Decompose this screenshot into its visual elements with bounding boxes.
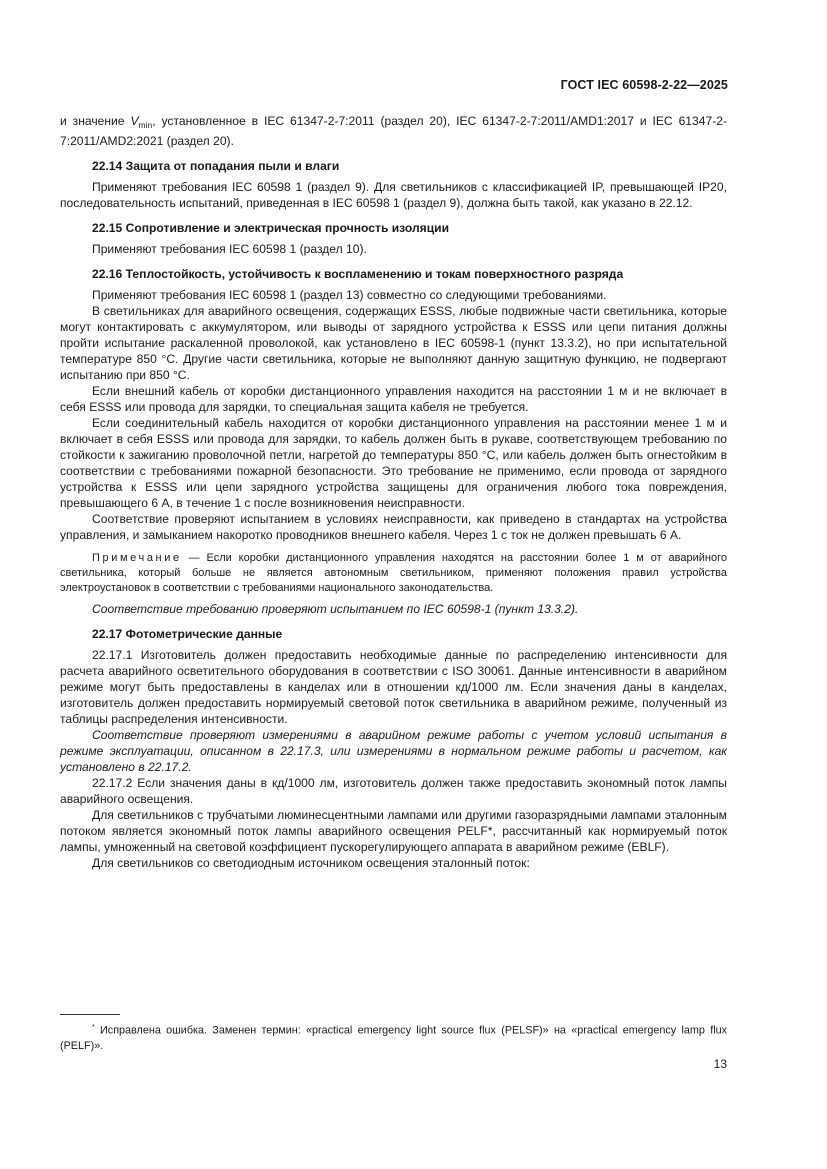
footnote-divider (60, 1014, 120, 1015)
section-22-14-heading: 22.14 Защита от попадания пыли и влаги (92, 159, 340, 173)
document-header: ГОСТ IEC 60598-2-22—2025 (560, 78, 728, 92)
section-22-16-paragraph-5: Соответствие проверяют испытанием в условиях неисправности, как приведено в стандартах на устройства управления, и замыканием накоротко проводников внешнего кабеля. Через 1 с ток не должен превышать 6 А. (60, 512, 727, 542)
section-22-17-paragraph-1: 22.17.1 Изготовитель должен предоставить необходимые данные по распределению интенсивности для расчета аварийного осветительного оборудования в соответствии с ISO 30061. Данные интенсивности в аварийном режиме могут быть предоставлены в канделах или в отношении кд/1000 лм. Если значения даны в канделах, изготовитель должен предоставить нормируемый световой поток светильника в аварийном режиме, полученный из таблицы распределения интенсивности. (60, 648, 727, 726)
footnote-mark: * (92, 1024, 95, 1031)
section-22-16-note (60, 551, 727, 596)
section-22-14-paragraph: Применяют требования IEC 60598 1 (раздел 9). Для светильников с классификацией IP, превышающей IP20, последовательность испытаний, приведенная в IEC 60598 1 (раздел 9), должна быть такой, как указано в 22.12. (60, 180, 727, 210)
section-22-16-compliance: Соответствие требованию проверяют испытанием по IEC 60598-1 (пункт 13.3.2). (92, 602, 579, 616)
section-22-16-paragraph-4: Если соединительный кабель находится от коробки дистанционного управления на расстоянии менее 1 м и включает в себя ESSS или провода для зарядки, то кабель должен быть в рукаве, соответствующем требованию по стойкости к зажиганию проволочной петли, нагретой до температуры 850 °С, или кабель должен быть огнестойким в соответствии с требованиями пожарной безопасности. Это требование не применимо, если провода от зарядного устройства к ESSS или цепи зарядного устройства защищены для ограничения любого тока повреждения, превышающего 6 А, в течение 1 с после возникновения неисправности. (60, 416, 727, 510)
section-22-16-heading: 22.16 Теплостойкость, устойчивость к воспламенению и токам поверхностного разряда (92, 267, 624, 281)
v-min-variable: V (130, 114, 139, 128)
footnote-text: Исправлена ошибка. Заменен термин: «practical emergency light source flux (PELSF)» на «practical emergency lamp flux (PELF)». (60, 1024, 727, 1052)
v-min-subscript: min (138, 120, 153, 130)
note-text: — Если коробки дистанционного управления находятся на расстоянии более 1 м от аварийного светильника, который больше не является автономным светильником, применяют положения правил устройства электроустановок в соответствии с требованиями национального законодательства. (60, 552, 727, 594)
section-22-17-paragraph-4: Для светильников со светодиодным источником освещения эталонный поток: (92, 856, 530, 870)
section-22-15-paragraph: Применяют требования IEC 60598 1 (раздел 10). (92, 242, 367, 256)
section-22-16-paragraph-3: Если внешний кабель от коробки дистанционного управления находится на расстоянии 1 м и не включает в себя ESSS или провода для зарядки, то специальная защита кабеля не требуется. (60, 384, 727, 414)
section-22-15-heading: 22.15 Сопротивление и электрическая прочность изоляции (92, 221, 450, 235)
note-label: Примечание (92, 552, 182, 564)
section-22-17-compliance: Соответствие проверяют измерениями в аварийном режиме работы с учетом условий испытания в режиме эксплуатации, описанном в 22.17.3, или измерениями в нормальном режиме работы и расчетом, как установлено в 22.17.2. (60, 728, 727, 774)
section-22-17-heading: 22.17 Фотометрические данные (92, 627, 283, 641)
page-number: 13 (713, 1057, 727, 1071)
section-22-16-paragraph-2: В светильниках для аварийного освещения, содержащих ESSS, любые подвижные части светильника, которые могут контактировать с аккумулятором, или выводы от зарядного устройства к ESSS или цепи питания должны пройти испытание раскаленной проволокой, как установлено в IEC 60598-1 (пункт 13.3.2), но при испытательной температуре 850 °С. Другие части светильника, которые не выполняют данную защитную функцию, не подвергают испытанию при 850 °С. (60, 304, 727, 382)
footnote (60, 1020, 727, 1054)
section-22-16-paragraph-1: Применяют требования IEC 60598 1 (раздел 13) совместно со следующими требованиями. (92, 288, 607, 302)
document-body (60, 113, 727, 871)
section-22-17-paragraph-3: Для светильников с трубчатыми люминесцентными лампами или другими газоразрядными лампами эталонным потоком является экономный поток лампы аварийного освещения PELF*, рассчитанный как нормируемый поток лампы, умноженный на световой коэффициент пускорегулирующего аппарата в аварийном режиме (EBLF). (60, 808, 727, 854)
section-22-17-paragraph-2: 22.17.2 Если значения даны в кд/1000 лм, изготовитель должен также предоставить экономный поток лампы аварийного освещения. (60, 776, 727, 806)
intro-paragraph: и значение $V_{min}$, установленное в IEC 61347-2-7:2011 (раздел 20), IEC 61347-2-7:2011/AMD1:2017 и IEC 61347-2-7:2011/AMD2:2021 (раздел 20). (60, 114, 727, 148)
